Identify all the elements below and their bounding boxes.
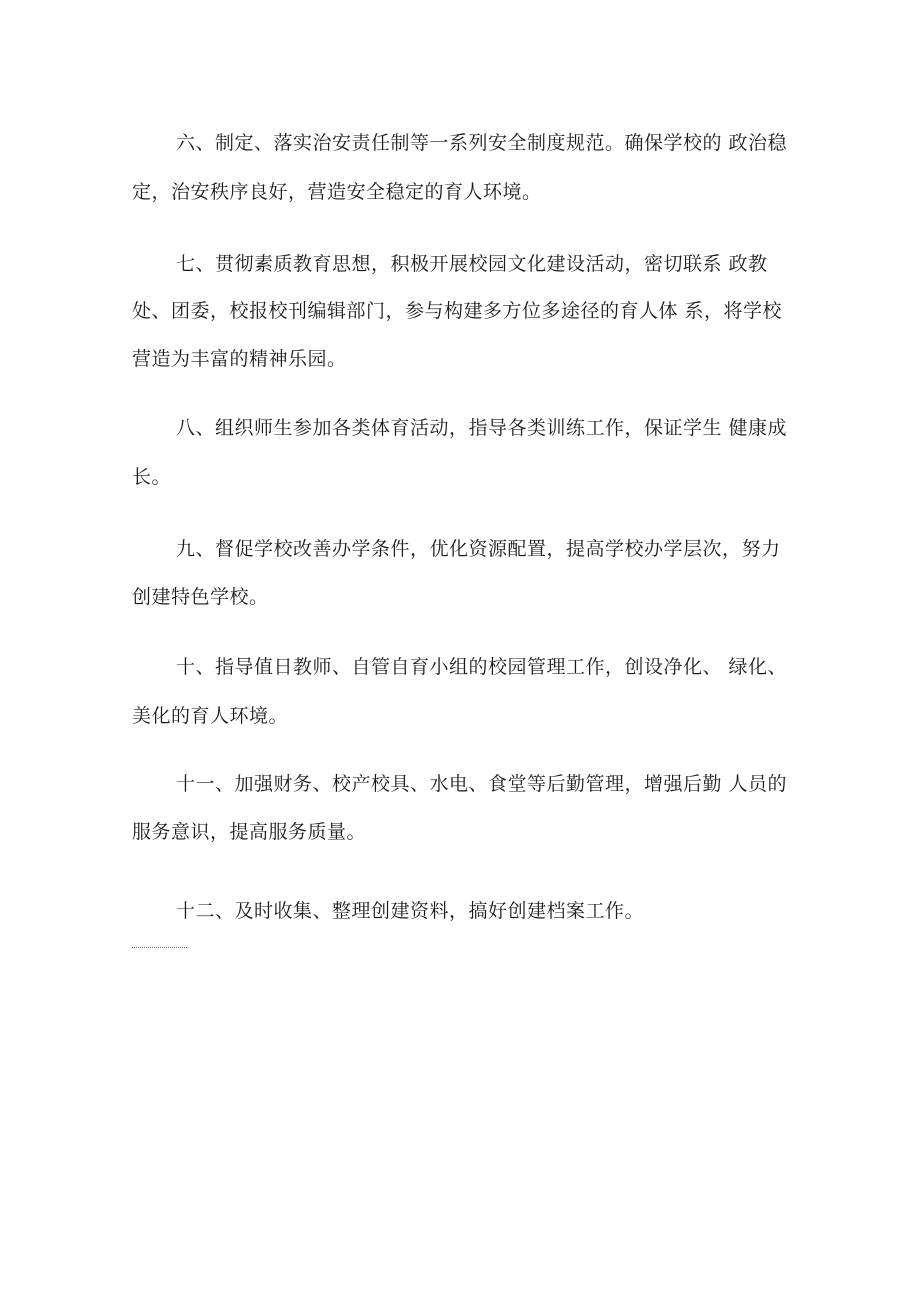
paragraph-7-line-2: 处、团委，校报校刊编辑部门，参与构建多方位多途径的育人体 系，将学校 bbox=[132, 300, 783, 322]
paragraph-7-line-3: 营造为丰富的精神乐园。 bbox=[132, 348, 347, 370]
paragraph-9-line-2: 创建特色学校。 bbox=[132, 586, 269, 608]
paragraph-12-line-1: 十二、及时收集、整理创建资料，搞好创建档案工作。 bbox=[176, 900, 645, 922]
paragraph-8-line-2: 长。 bbox=[132, 466, 172, 488]
paragraph-11-line-1: 十一、加强财务、校产校具、水电、食堂等后勤管理，增强后勤 人员的 bbox=[176, 773, 788, 795]
paragraph-10-line-1: 十、指导值日教师、自管自育小组的校园管理工作，创设净化、 绿化、 bbox=[176, 656, 788, 678]
paragraph-6-line-2: 定，治安秩序良好，营造安全稳定的育人环境。 bbox=[132, 181, 542, 203]
paragraph-7-line-1: 七、贯彻素质教育思想，积极开展校园文化建设活动，密切联系 政教 bbox=[176, 253, 768, 275]
paragraph-11-line-2: 服务意识，提高服务质量。 bbox=[132, 821, 367, 843]
paragraph-6-line-1: 六、制定、落实治安责任制等一系列安全制度规范。确保学校的 政治稳 bbox=[176, 132, 788, 154]
paragraph-10-line-2: 美化的育人环境。 bbox=[132, 705, 289, 727]
paragraph-8-line-1: 八、组织师生参加各类体育活动，指导各类训练工作，保证学生 健康成 bbox=[176, 417, 788, 439]
footnote-divider bbox=[132, 947, 187, 948]
paragraph-9-line-1: 九、督促学校改善办学条件，优化资源配置，提高学校办学层次，努力 bbox=[176, 538, 781, 560]
